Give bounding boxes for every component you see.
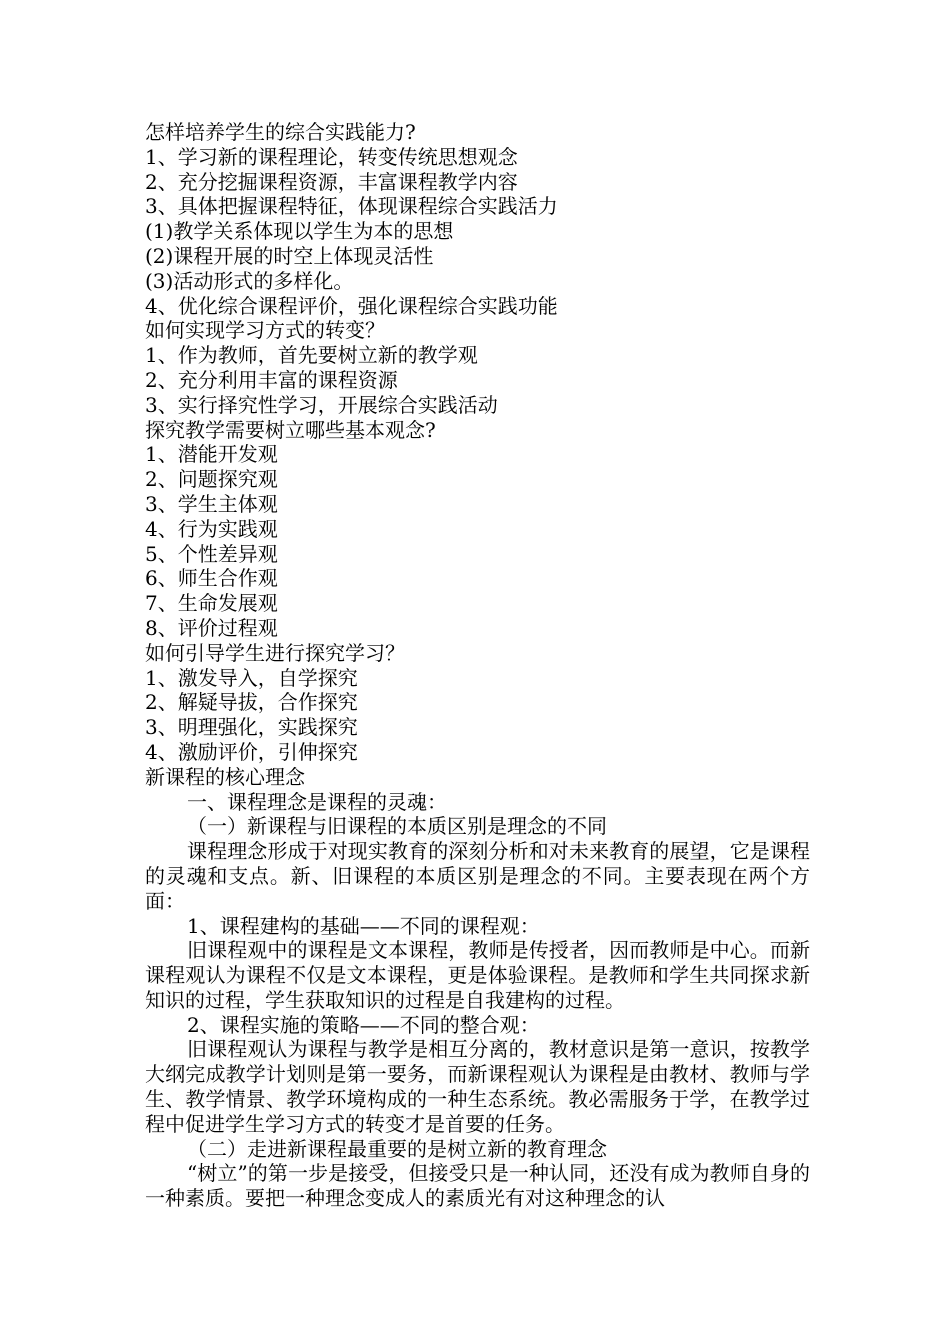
list-item: 1、激发导入，自学探究 <box>145 665 358 690</box>
list-item: 7、生命发展观 <box>145 591 278 616</box>
paragraph: 旧课程观认为课程与教学是相互分离的，教材意识是第一意识，按教学大纲完成教学计划则是第一要务，而新课程观认为课程是由教材、教师与学生、教学情景、教学环境构成的一种生态系统。教必需服务于学，在教学过程中促进学生学习方式的转变才是首要的任务。 <box>145 1037 810 1136</box>
list-item: 2、充分利用丰富的课程资源 <box>145 367 398 392</box>
subsection-heading: （一）新课程与旧课程的本质区别是理念的不同 <box>187 814 607 839</box>
document-body <box>145 120 810 1211</box>
list-item: 2、问题探究观 <box>145 467 278 492</box>
question-heading-2: 如何实现学习方式的转变？ <box>145 318 385 343</box>
paragraph: 旧课程观中的课程是文本课程，教师是传授者，因而教师是中心。而新课程观认为课程不仅是文本课程，更是体验课程。是教师和学生共同探求新知识的过程，学生获取知识的过程是自我建构的过程。 <box>145 938 810 1012</box>
list-item: 3、学生主体观 <box>145 491 278 516</box>
question-heading-3: 探究教学需要树立哪些基本观念? <box>145 417 436 442</box>
list-item: 2、充分挖掘课程资源，丰富课程教学内容 <box>145 169 518 194</box>
list-item: 3、具体把握课程特征，体现课程综合实践活力 <box>145 194 558 219</box>
list-item: 6、师生合作观 <box>145 566 278 591</box>
sub-list-item: (2)课程开展的时空上体现灵活性 <box>145 243 434 268</box>
paragraph: 课程理念形成于对现实教育的深刻分析和对未来教育的展望，它是课程的灵魂和支点。新、旧课程的本质区别是理念的不同。主要表现在两个方面： <box>145 839 810 913</box>
subsection-heading: （二）走进新课程最重要的是树立新的教育理念 <box>187 1136 607 1161</box>
list-item: 5、个性差异观 <box>145 541 278 566</box>
list-item: 1、作为教师，首先要树立新的教学观 <box>145 343 478 368</box>
list-item: 8、评价过程观 <box>145 615 278 640</box>
paragraph: “树立”的第一步是接受，但接受只是一种认同，还没有成为教师自身的一种素质。要把一种理念变成人的素质光有对这种理念的认 <box>145 1161 810 1211</box>
sub-list-item: (1)教学关系体现以学生为本的思想 <box>145 219 454 244</box>
sub-list-item: (3)活动形式的多样化。 <box>145 268 354 293</box>
list-item: 4、优化综合课程评价，强化课程综合实践功能 <box>145 293 558 318</box>
section-title: 新课程的核心理念 <box>145 764 305 789</box>
list-item: 4、行为实践观 <box>145 516 278 541</box>
item-heading: 1、课程建构的基础——不同的课程观： <box>187 913 540 938</box>
list-item: 2、解疑导拔，合作探究 <box>145 690 358 715</box>
list-item: 1、学习新的课程理论，转变传统思想观念 <box>145 144 518 169</box>
list-item: 1、潜能开发观 <box>145 442 278 467</box>
list-item: 3、实行择究性学习，开展综合实践活动 <box>145 392 498 417</box>
item-heading: 2、课程实施的策略——不同的整合观： <box>187 1012 540 1037</box>
section-heading: 一、课程理念是课程的灵魂： <box>187 789 447 814</box>
question-heading-4: 如何引导学生进行探究学习？ <box>145 640 405 665</box>
question-heading-1: 怎样培养学生的综合实践能力? <box>145 120 416 144</box>
list-item: 4、激励评价，引伸探究 <box>145 739 358 764</box>
list-item: 3、明理强化，实践探究 <box>145 715 358 740</box>
